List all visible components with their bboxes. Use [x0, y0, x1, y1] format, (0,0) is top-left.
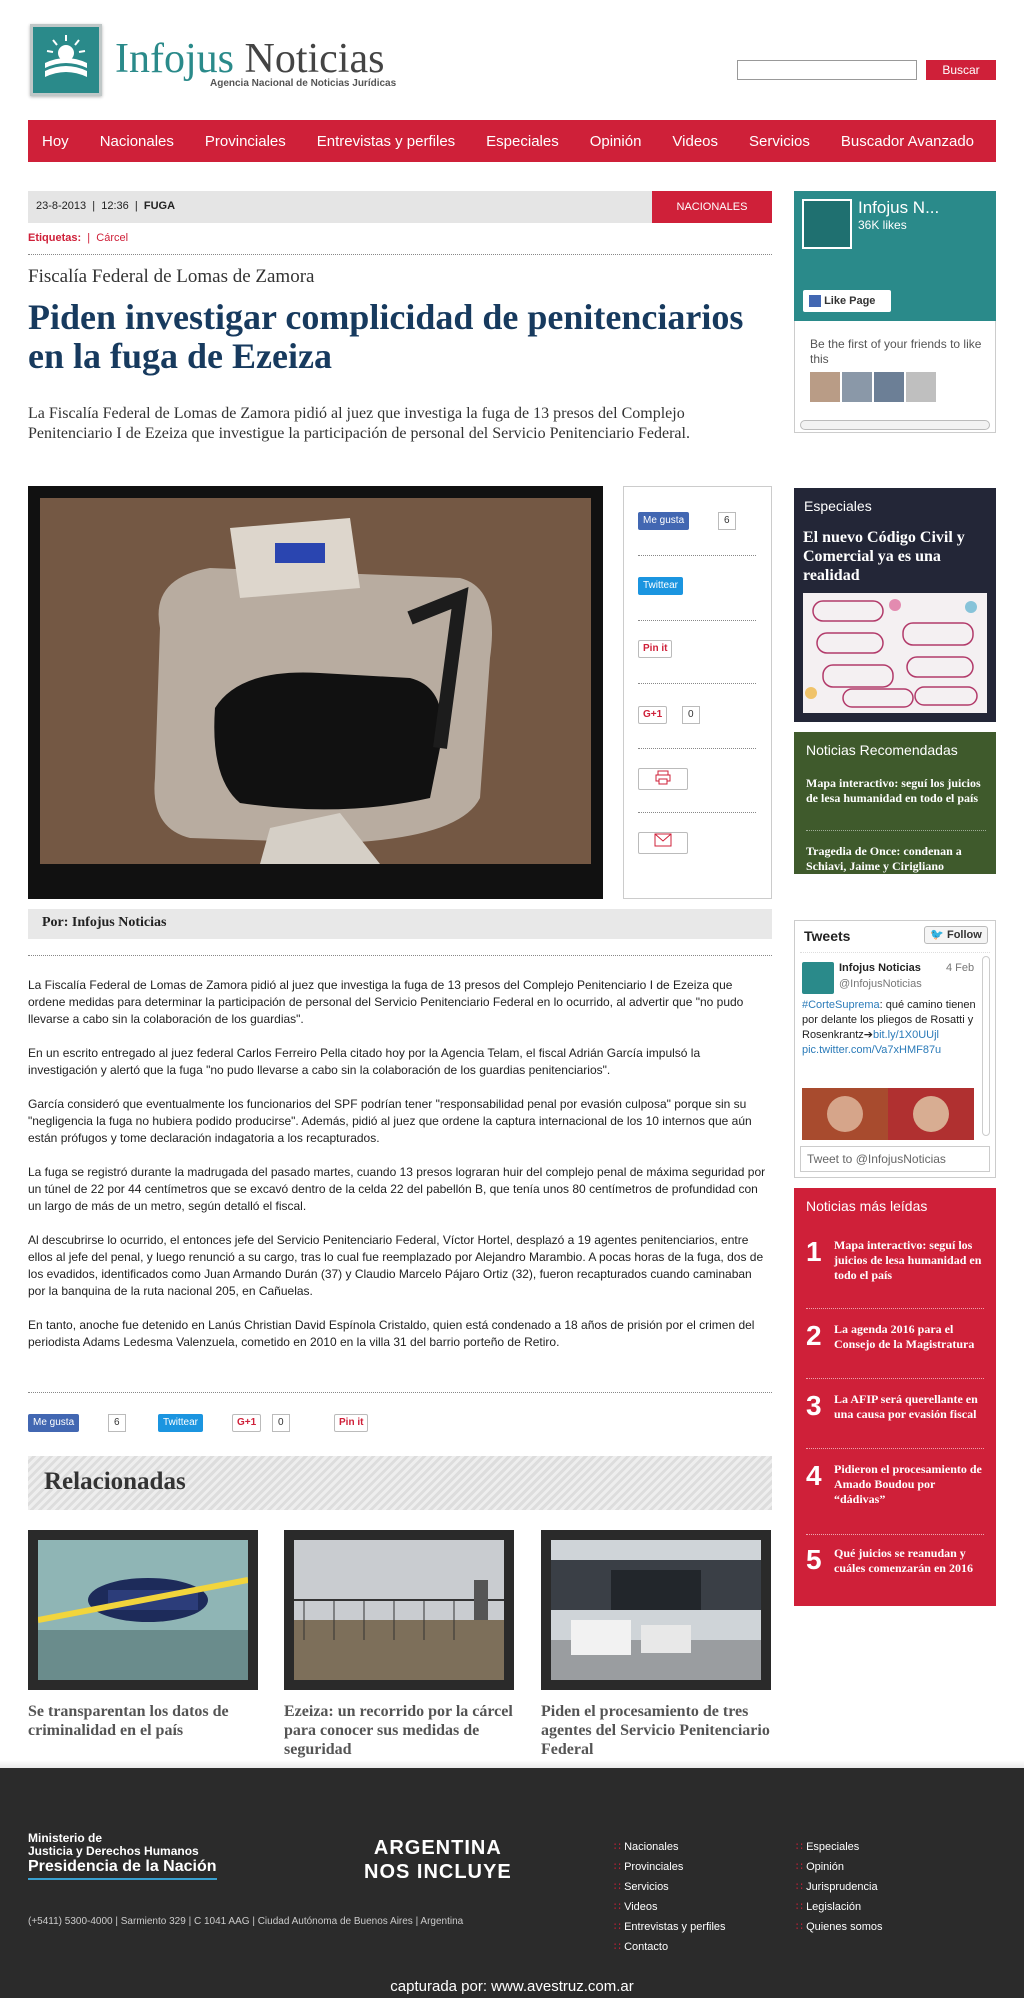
- recomendada-item[interactable]: Tragedia de Once: condenan a Schiavi, Jaime y Cirigliano: [806, 844, 962, 873]
- mas-leidas-label: Noticias más leídas: [806, 1198, 928, 1214]
- rank-number: 3: [806, 1390, 822, 1421]
- argentina-nos-incluye-logo[interactable]: [364, 1836, 512, 1884]
- footer-address: (+5411) 5300-4000 | Sarmiento 329 | C 1041 AAG | Ciudad Autónoma de Buenos Aires | Argentina: [28, 1916, 464, 1927]
- divider: [638, 748, 756, 749]
- mas-leida-item[interactable]: La AFIP será querellante en una causa por evasión fiscal: [834, 1392, 978, 1421]
- nav-opinion[interactable]: Opinión: [589, 132, 642, 150]
- footer-link[interactable]: ∷ Legislación: [796, 1900, 861, 1913]
- pinit-button-bottom[interactable]: [334, 1414, 368, 1432]
- related-title: Relacionadas: [44, 1468, 186, 1495]
- arg-line1: ARGENTINA: [373, 1837, 502, 1859]
- print-icon[interactable]: [638, 768, 688, 790]
- gplus-label: G+1: [237, 1417, 257, 1428]
- tweet-label: Twittear: [643, 580, 679, 591]
- facebook-friends-text: Be the first of your friends to like this: [810, 337, 982, 366]
- nav-videos[interactable]: Videos: [672, 132, 719, 150]
- tags-row: Etiquetas: | Cárcel: [28, 232, 129, 244]
- footer-link[interactable]: ∷ Servicios: [614, 1880, 669, 1893]
- tweet-pic-link[interactable]: pic.twitter.com/Va7xHMF87u: [802, 1044, 942, 1056]
- nav-buscador[interactable]: Buscador Avanzado: [840, 132, 975, 150]
- main-nav: [28, 120, 996, 162]
- mas-leida-item[interactable]: La agenda 2016 para el Consejo de la Magistratura: [834, 1322, 975, 1351]
- divider: [638, 555, 756, 556]
- article-body: [28, 977, 772, 1368]
- presidencia-logo[interactable]: Presidencia de la Nación: [28, 1858, 217, 1880]
- article-subhead: Fiscalía Federal de Lomas de Zamora: [28, 266, 315, 287]
- facebook-page-name[interactable]: Infojus N...: [858, 198, 940, 217]
- tweet-label: Twittear: [163, 1417, 199, 1428]
- footer-link[interactable]: ∷ Opinión: [796, 1860, 844, 1873]
- divider: [638, 683, 756, 684]
- article-photo-tunnel: [40, 498, 591, 864]
- article-time: 12:36: [101, 200, 129, 212]
- tweet-image[interactable]: [802, 1088, 974, 1140]
- divider: [806, 1534, 984, 1535]
- fb-like-label: Me gusta: [643, 515, 685, 526]
- body-paragraph: La Fiscalía Federal de Lomas de Zamora pidió al juez que investiga la fuga de 13 presos del Complejo Penitenciario I de Ezeiza que ordene medidas para determinar la participación de personal del Servicio Penitenciario Federal en lo ocurrido, al advertir que "no pudo llevarse a cabo sin la colaboración de los guardias".: [28, 978, 744, 1026]
- pinit-button[interactable]: [638, 640, 672, 658]
- tweet-link[interactable]: bit.ly/1X0UUjl: [872, 1029, 939, 1041]
- avatar: [874, 372, 904, 402]
- especiales-title[interactable]: El nuevo Código Civil y Comercial ya es una realidad: [803, 529, 965, 584]
- gplus-button[interactable]: [638, 706, 667, 724]
- especiales-image[interactable]: [803, 593, 987, 713]
- twitter-follow-button[interactable]: [924, 926, 988, 944]
- tag-link[interactable]: Cárcel: [96, 232, 129, 244]
- twitter-bird-icon: 🐦: [930, 929, 944, 941]
- rank-number: 5: [806, 1544, 822, 1575]
- tweets-title: Tweets: [804, 928, 851, 944]
- footer-link[interactable]: ∷ Quienes somos: [796, 1920, 883, 1933]
- tweet-avatar[interactable]: [802, 962, 834, 994]
- tweet-user[interactable]: Infojus Noticias: [839, 962, 921, 974]
- ministry-line2: Justicia y Derechos Humanos: [28, 1844, 199, 1858]
- facebook-icon: [809, 295, 821, 307]
- footer-link[interactable]: ∷ Nacionales: [614, 1840, 678, 1853]
- related-image-3[interactable]: [541, 1530, 771, 1690]
- especiales-label: Especiales: [804, 498, 872, 514]
- nav-servicios[interactable]: Servicios: [749, 132, 810, 150]
- fb-like-label: Me gusta: [33, 1417, 75, 1428]
- brand-part2: Noticias: [244, 36, 385, 82]
- pinit-label: Pin it: [643, 643, 668, 654]
- site-tagline: Agencia Nacional de Noticias Jurídicas: [210, 78, 397, 89]
- article-lead: La Fiscalía Federal de Lomas de Zamora pidió al juez que investiga la fuga de 13 presos del Complejo Penitenciario I de Ezeiza que investigue la participación de personal del Servicio Penitenciario Federal.: [28, 405, 690, 442]
- nav-hoy[interactable]: Hoy: [42, 132, 69, 150]
- divider: [800, 952, 990, 953]
- body-paragraph: Al descubrirse lo ocurrido, el entonces jefe del Servicio Penitenciario Federal, Víctor Hortel, desplazó a 19 agentes penitenciarios, entre ellos al jefe del penal, y luego renunció a su cargo, tras lo cual fue reemplazado por Alejandro Marambio. A pocas horas de la fuga, dos de los evadidos, identificados como Juan Armando Durán (37) y Claudio Marcelo Pájaro Ortiz (32), fueron recapturados cuando caminaban por la banquina de la ruta nacional 205, en Cañuelas.: [28, 1233, 764, 1298]
- gplus-count-bottom: 0: [272, 1414, 290, 1432]
- mas-leida-item[interactable]: Mapa interactivo: seguí los juicios de lesa humanidad en todo el país: [834, 1238, 982, 1282]
- tweet-hashtag[interactable]: #CorteSuprema: [802, 999, 880, 1011]
- facebook-friend-avatars: [810, 372, 936, 402]
- related-image-2[interactable]: [284, 1530, 514, 1690]
- fb-like-count: 6: [718, 512, 736, 530]
- section-badge[interactable]: NACIONALES: [652, 191, 772, 223]
- divider: [28, 254, 772, 255]
- footer-link[interactable]: ∷ Especiales: [796, 1840, 859, 1853]
- email-icon[interactable]: [638, 832, 688, 854]
- article-headline: Piden investigar complicidad de penitenciarios en la fuga de Ezeiza: [28, 297, 744, 376]
- footer-link[interactable]: ∷ Provinciales: [614, 1860, 683, 1873]
- gplus-label: G+1: [643, 709, 663, 720]
- facebook-likes: 36K likes: [858, 218, 907, 232]
- footer-link[interactable]: ∷ Entrevistas y perfiles: [614, 1920, 726, 1933]
- fb-like-button-bottom[interactable]: [28, 1414, 79, 1432]
- article-topic: FUGA: [143, 200, 176, 212]
- article-byline: Por: Infojus Noticias: [42, 915, 167, 930]
- facebook-like-page-label: Like Page: [824, 295, 876, 307]
- infojus-logo-icon[interactable]: [30, 24, 102, 96]
- facebook-scrollbar[interactable]: [800, 420, 990, 430]
- related-caption-3[interactable]: Piden el procesamiento de tres agentes del Servicio Penitenciario Federal: [541, 1703, 770, 1758]
- rank-number: 1: [806, 1236, 822, 1267]
- divider: [28, 955, 772, 956]
- divider: [638, 620, 756, 621]
- tweet-button[interactable]: [638, 577, 683, 595]
- article-meta: 23-8-2013 | 12:36 | FUGA: [36, 200, 176, 212]
- recomendadas-label: Noticias Recomendadas: [806, 742, 958, 758]
- gplus-count: 0: [682, 706, 700, 724]
- related-image-1[interactable]: [28, 1530, 258, 1690]
- footer-link[interactable]: ∷ Contacto: [614, 1940, 668, 1953]
- rank-number: 4: [806, 1460, 822, 1491]
- facebook-page-logo-icon: [802, 199, 852, 249]
- ministry-line1: Ministerio de: [28, 1831, 103, 1845]
- body-paragraph: En un escrito entregado al juez federal Carlos Ferreiro Pella citado hoy por la Agencia Telam, el fiscal Adrián García impulsó la investigación y alertó que la fuga "no pudo llevarse a cabo sin la colaboración de los guardias penitenciarios".: [28, 1046, 701, 1077]
- tweet-button-bottom[interactable]: [158, 1414, 203, 1432]
- divider: [806, 1448, 984, 1449]
- tweet-text: [802, 998, 982, 1058]
- ministry-logo[interactable]: [28, 1832, 199, 1858]
- avatar: [906, 372, 936, 402]
- body-paragraph: La fuga se registró durante la madrugada del pasado martes, cuando 13 presos lograran huir del complejo penal de máxima seguridad por un túnel de 22 por 44 centímetros que se excavó dentro de la celda 22 del pabellón B, que tenía unos 80 centímetros de profundidad con un largo de más de un metro, según detalló el fiscal.: [28, 1165, 766, 1213]
- nav-entrevistas[interactable]: Entrevistas y perfiles: [316, 132, 456, 150]
- article-date: 23-8-2013: [36, 200, 87, 212]
- related-caption-2[interactable]: Ezeiza: un recorrido por la cárcel para conocer sus medidas de seguridad: [284, 1703, 513, 1758]
- arg-line2: NOS INCLUYE: [364, 1861, 512, 1883]
- tweet-handle[interactable]: @InfojusNoticias: [839, 978, 922, 990]
- footer-link[interactable]: ∷ Jurisprudencia: [796, 1880, 878, 1893]
- footer-link[interactable]: ∷ Videos: [614, 1900, 658, 1913]
- pinit-label: Pin it: [339, 1417, 364, 1428]
- nav-especiales[interactable]: Especiales: [486, 132, 559, 150]
- body-paragraph: García consideró que eventualmente los funcionarios del SPF podrían tener "responsabilidad penal por evasión culposa" porque sin su "negligencia la fuga no hubiera podido producirse". Además, pidió al juez que ordene la captura internacional de los 10 internos que aún están prófugos y tome declaración indagatoria a los recapturados.: [28, 1097, 752, 1145]
- tweet-date[interactable]: 4 Feb: [946, 962, 975, 974]
- fb-like-count-bottom: 6: [108, 1414, 126, 1432]
- gplus-button-bottom[interactable]: [232, 1414, 261, 1432]
- search-button[interactable]: Buscar: [926, 60, 996, 80]
- site-brand[interactable]: [115, 36, 384, 82]
- facebook-like-page-button[interactable]: [803, 290, 891, 312]
- brand-part1: Infojus: [115, 36, 234, 82]
- avatar: [842, 372, 872, 402]
- mas-leida-item[interactable]: Pidieron el procesamiento de Amado Boudou por “dádivas”: [834, 1462, 982, 1506]
- divider: [806, 1378, 984, 1379]
- divider: [28, 1392, 772, 1393]
- tweets-scrollbar[interactable]: [982, 956, 990, 1136]
- mas-leida-item[interactable]: Qué juicios se reanudan y cuáles comenzarán en 2016: [834, 1546, 973, 1575]
- tags-label: Etiquetas:: [28, 232, 82, 244]
- divider: [806, 1308, 984, 1309]
- related-caption-1[interactable]: Se transparentan los datos de criminalidad en el país: [28, 1703, 229, 1739]
- divider: [806, 830, 986, 831]
- recomendada-item[interactable]: Mapa interactivo: seguí los juicios de lesa humanidad en todo el país: [806, 776, 981, 805]
- nav-nacionales[interactable]: Nacionales: [99, 132, 174, 150]
- nav-provinciales[interactable]: Provinciales: [204, 132, 286, 150]
- tweet-to-input[interactable]: Tweet to @InfojusNoticias: [800, 1146, 990, 1172]
- avatar: [810, 372, 840, 402]
- body-paragraph: En tanto, anoche fue detenido en Lanús Christian David Espínola Cristaldo, quien está condenado a 18 años de prisión por el crimen del periodista Adams Ledesma Valenzuela, cometido en 2010 en la villa 31 del barrio porteño de Retiro.: [28, 1318, 755, 1349]
- fb-like-button[interactable]: [638, 512, 689, 530]
- divider: [638, 812, 756, 813]
- tweet-body: : qué camino tienen por delante los pliegos de Rosatti y Rosenkrantz➔: [802, 999, 976, 1041]
- rank-number: 2: [806, 1320, 822, 1351]
- search-input[interactable]: [737, 60, 917, 80]
- follow-label: Follow: [946, 929, 982, 941]
- capture-credit: capturada por: www.avestruz.com.ar: [390, 1978, 634, 1995]
